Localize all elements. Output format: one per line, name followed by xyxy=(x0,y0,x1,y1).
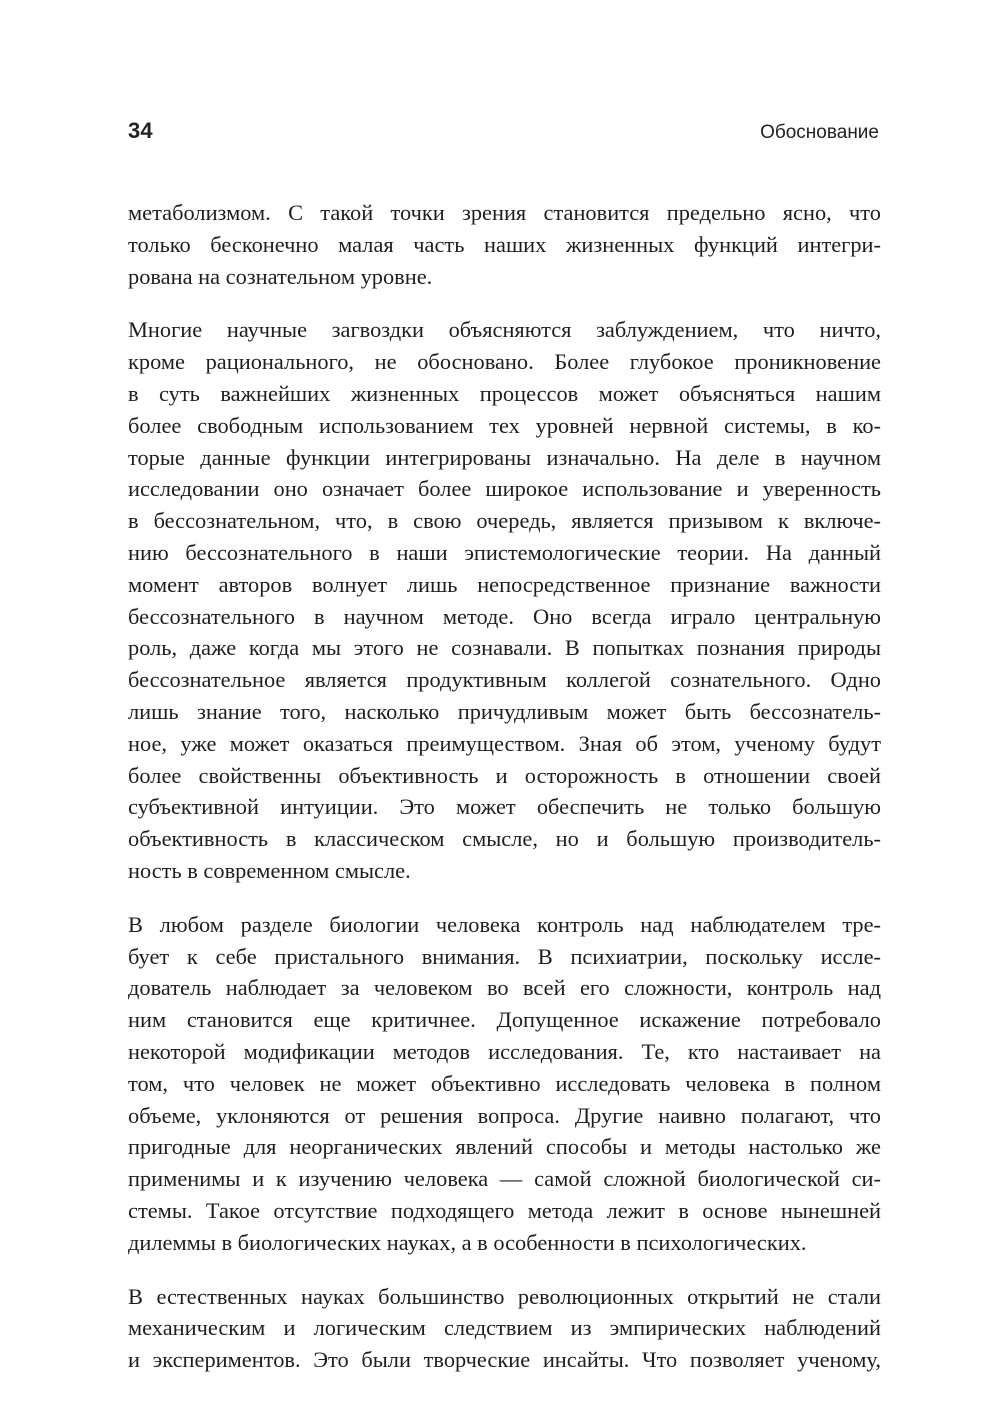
text-line: торые данные функции интегрированы изначально. На деле в научном xyxy=(128,444,881,470)
text-line: в бессознательном, что, в свою очередь, является призывом к включе- xyxy=(128,508,881,534)
text-line: ним становится еще критичнее. Допущенное искажение потребовало xyxy=(128,1007,881,1033)
text-line: нию бессознательного в наши эпистемологические теории. На данный xyxy=(128,539,881,565)
text-line: В естественных науках большинство революционных открытий не стали xyxy=(128,1283,881,1309)
page-header xyxy=(128,118,879,150)
text-line: дователь наблюдает за человеком во всей его сложности, контроль над xyxy=(128,975,881,1001)
text-line: ное, уже может оказаться преимуществом. Зная об этом, ученому будут xyxy=(128,730,881,756)
text-line: некоторой модификации методов исследования. Те, кто настаивает на xyxy=(128,1038,881,1064)
text-line: механическим и логическим следствием из эмпирических наблюдений xyxy=(128,1315,881,1341)
text-line: дилеммы в биологических науках, а в особенности в психологических. xyxy=(128,1229,807,1255)
text-line: объективность в классическом смысле, но и большую производитель- xyxy=(128,826,881,852)
paragraph xyxy=(128,909,881,1259)
text-line: более свойственны объективность и осторожность в отношении своей xyxy=(128,762,881,788)
page-body xyxy=(128,197,881,1398)
text-line: применимы и к изучению человека — самой сложной биологической си- xyxy=(128,1166,881,1192)
text-line: объеме, уклоняются от решения вопроса. Другие наивно полагают, что xyxy=(128,1102,881,1128)
text-line: стемы. Такое отсутствие подходящего метода лежит в основе нынешней xyxy=(128,1197,881,1223)
text-line: исследовании оно означает более широкое использование и уверенность xyxy=(128,476,881,502)
text-line: рована на сознательном уровне. xyxy=(128,263,433,289)
text-line: субъективной интуиции. Это может обеспечить не только большую xyxy=(128,794,881,820)
text-line: Многие научные загвоздки объясняются заблуждением, что ничто, xyxy=(128,317,881,343)
text-line: бессознательного в научном методе. Оно всегда играло центральную xyxy=(128,603,881,629)
text-line: бессознательное является продуктивным коллегой сознательного. Одно xyxy=(128,667,881,693)
text-line: пригодные для неорганических явлений способы и методы настолько же xyxy=(128,1134,881,1160)
text-line: ность в современном смысле. xyxy=(128,857,411,883)
running-head: Обоснование xyxy=(760,122,879,143)
text-line: том, что человек не может объективно исследовать человека в полном xyxy=(128,1070,881,1096)
text-line: и экспериментов. Это были творческие инсайты. Что позволяет ученому, xyxy=(128,1347,881,1373)
text-line: более свободным использованием тех уровней нервной системы, в ко- xyxy=(128,412,881,438)
paragraph xyxy=(128,1281,881,1376)
paragraph xyxy=(128,314,881,886)
page-number: 34 xyxy=(128,118,153,143)
text-line: лишь знание того, насколько причудливым может быть бессознатель- xyxy=(128,698,881,724)
text-line: роль, даже когда мы этого не сознавали. В попытках познания природы xyxy=(128,635,881,661)
text-line: кроме рационального, не обосновано. Более глубокое проникновение xyxy=(128,349,881,375)
paragraph xyxy=(128,197,881,292)
text-line: момент авторов волнует лишь непосредственное признание важности xyxy=(128,571,881,597)
text-line: в суть важнейших жизненных процессов может объясняться нашим xyxy=(128,380,881,406)
text-line: В любом разделе биологии человека контроль над наблюдателем тре- xyxy=(128,911,881,937)
text-line: бует к себе пристального внимания. В психиатрии, поскольку иссле- xyxy=(128,943,881,969)
text-line: только бесконечно малая часть наших жизненных функций интегри- xyxy=(128,231,881,257)
text-line: метаболизмом. С такой точки зрения становится предельно ясно, что xyxy=(128,200,881,225)
